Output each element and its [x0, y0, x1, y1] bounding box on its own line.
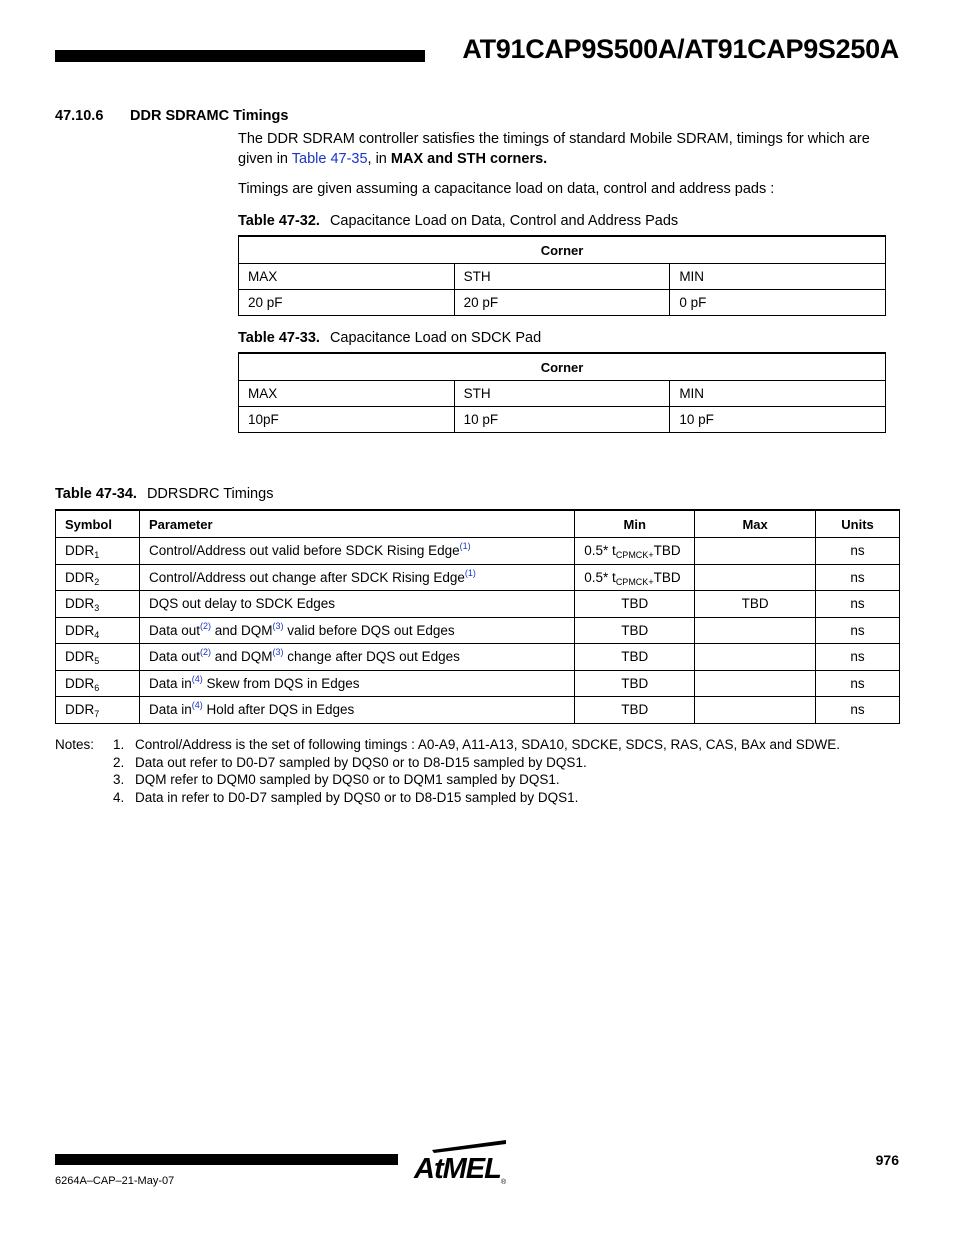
table-cell: 10 pF	[454, 407, 670, 433]
table-32	[238, 235, 886, 316]
units-cell	[816, 617, 900, 644]
symbol-cell	[56, 644, 140, 671]
symbol-cell	[56, 697, 140, 724]
table-row	[239, 290, 886, 316]
atmel-logo	[410, 1138, 510, 1191]
parameter-cell	[139, 617, 574, 644]
parameter-cell	[139, 670, 574, 697]
note-reference-link[interactable]: (3)	[272, 620, 284, 631]
min-text: TBD	[653, 543, 681, 559]
symbol-cell	[56, 564, 140, 591]
table-cell: MAX	[239, 381, 455, 407]
notes-label: Notes:	[55, 737, 95, 752]
symbol-cell	[56, 617, 140, 644]
parameter-text: DQS out delay to SDCK Edges	[148, 596, 336, 612]
table-row	[239, 264, 886, 290]
parameter-text: Hold after DQS in Edges	[202, 702, 355, 718]
col-header-max: Max	[695, 510, 816, 538]
symbol-subscript: 4	[94, 629, 100, 640]
col-header-symbol: Symbol	[56, 510, 140, 538]
parameter-text: Control/Address out change after SDCK Rising Edge	[148, 569, 465, 585]
symbol-cell	[56, 670, 140, 697]
intro-bold-text: MAX and STH corners.	[390, 151, 548, 167]
table-cell: STH	[454, 264, 670, 290]
table-34-caption	[55, 486, 273, 502]
table-32-header: Corner	[239, 236, 886, 264]
table-cell: 20 pF	[454, 290, 670, 316]
note-reference-link[interactable]: (4)	[191, 673, 203, 684]
symbol-cell	[56, 538, 140, 565]
table-row	[239, 407, 886, 433]
parameter-text: valid before DQS out Edges	[283, 622, 455, 638]
min-subscript: CPMCK+	[615, 550, 654, 561]
atmel-logo-icon	[410, 1138, 510, 1186]
parameter-cell	[139, 644, 574, 671]
document-title: AT91CAP9S500A/AT91CAP9S250A	[462, 34, 899, 64]
symbol-text: DDR	[65, 702, 95, 718]
symbol-text: DDR	[65, 543, 95, 559]
table-row	[239, 381, 886, 407]
units-text: ns	[850, 596, 865, 612]
notes	[55, 736, 840, 806]
note-text: Data in refer to D0-D7 sampled by DQS0 or to D8-D15 sampled by DQS1.	[135, 789, 579, 805]
units-cell	[816, 697, 900, 724]
intro-paragraph	[238, 129, 900, 169]
units-cell	[816, 644, 900, 671]
table-32-label: Table 47-32.	[238, 213, 320, 229]
table-row	[56, 617, 900, 644]
table-33	[238, 352, 886, 433]
symbol-cell	[56, 591, 140, 618]
col-header-min: Min	[575, 510, 695, 538]
min-text: 0.5* t	[584, 569, 616, 585]
parameter-text: and DQM	[211, 649, 273, 665]
note-text: Data out refer to D0-D7 sampled by DQS0 or to D8-D15 sampled by DQS1.	[135, 754, 587, 770]
max-cell	[695, 670, 816, 697]
symbol-text: DDR	[65, 622, 95, 638]
note-item	[55, 789, 840, 807]
table-32-caption	[238, 213, 678, 229]
table-row	[56, 538, 900, 565]
intro-text: The DDR SDRAM controller satisfies the timings of standard Mobile SDRAM, timings for which are given in	[238, 131, 870, 167]
max-text: TBD	[741, 596, 769, 612]
table-33-caption	[238, 330, 541, 346]
min-subscript: CPMCK+	[615, 576, 654, 587]
timings-table	[55, 509, 900, 724]
symbol-text: DDR	[65, 569, 95, 585]
parameter-text: and DQM	[211, 622, 273, 638]
parameter-text: Data in	[148, 675, 192, 691]
units-text: ns	[850, 543, 865, 559]
logo-registered: ®	[501, 1179, 507, 1186]
table-cell: STH	[454, 381, 670, 407]
min-cell	[575, 617, 695, 644]
units-text: ns	[850, 675, 865, 691]
note-number: 2.	[113, 754, 125, 770]
table-row	[56, 697, 900, 724]
table-cell: MIN	[670, 381, 886, 407]
parameter-cell	[139, 591, 574, 618]
logo-wordmark: AtMEL	[414, 1153, 501, 1185]
min-text: TBD	[621, 649, 649, 665]
min-text: TBD	[621, 675, 649, 691]
min-text: 0.5* t	[584, 543, 616, 559]
note-reference-link[interactable]: (1)	[459, 541, 471, 552]
min-text: TBD	[621, 596, 649, 612]
parameter-text: Skew from DQS in Edges	[202, 675, 360, 691]
section-title: DDR SDRAMC Timings	[130, 108, 289, 124]
max-cell	[695, 617, 816, 644]
min-cell	[575, 591, 695, 618]
note-reference-link[interactable]: (2)	[200, 647, 211, 658]
table-row	[56, 644, 900, 671]
min-cell	[575, 538, 695, 565]
units-text: ns	[850, 649, 865, 665]
note-text: Control/Address is the set of following timings : A0-A9, A11-A13, SDA10, SDCKE, SDCS, RAS, CAS, BAx and SDWE.	[135, 737, 841, 752]
parameter-text: Data out	[148, 649, 200, 665]
symbol-text: DDR	[65, 649, 95, 665]
table-33-header: Corner	[239, 353, 886, 381]
note-number: 3.	[113, 772, 125, 787]
symbol-text: DDR	[65, 596, 95, 612]
footer-rule	[55, 1154, 398, 1165]
units-text: ns	[850, 569, 865, 585]
table-32-title: Capacitance Load on Data, Control and Address Pads	[329, 213, 679, 229]
min-text: TBD	[621, 702, 649, 718]
symbol-subscript: 3	[94, 603, 100, 614]
min-cell	[575, 644, 695, 671]
page-number: 976	[875, 1152, 899, 1168]
document-code: 6264A–CAP–21-May-07	[55, 1175, 175, 1187]
parameter-text: Data out	[148, 622, 200, 638]
units-cell	[816, 670, 900, 697]
col-header-parameter: Parameter	[139, 510, 574, 538]
max-cell	[695, 564, 816, 591]
units-cell	[816, 591, 900, 618]
symbol-subscript: 1	[94, 550, 100, 561]
note-item	[55, 771, 840, 789]
min-cell	[575, 697, 695, 724]
note-text: DQM refer to DQM0 sampled by DQS0 or to DQM1 sampled by DQS1.	[135, 772, 560, 787]
table-33-label: Table 47-33.	[238, 330, 320, 346]
units-text: ns	[850, 622, 865, 638]
note-reference-link[interactable]: (4)	[191, 700, 203, 711]
min-text: TBD	[653, 569, 681, 585]
max-cell	[695, 697, 816, 724]
symbol-text: DDR	[65, 675, 95, 691]
table-cell: 0 pF	[670, 290, 886, 316]
table-row	[56, 564, 900, 591]
table-cell: MIN	[670, 264, 886, 290]
min-text: TBD	[621, 622, 649, 638]
table-33-title: Capacitance Load on SDCK Pad	[329, 330, 542, 346]
table-row	[56, 591, 900, 618]
units-cell	[816, 538, 900, 565]
parameter-cell	[139, 538, 574, 565]
max-cell	[695, 644, 816, 671]
parameter-text: Data in	[148, 702, 192, 718]
units-text: ns	[850, 702, 865, 718]
note-reference-link[interactable]: (2)	[200, 620, 211, 631]
table-cell: 10pF	[239, 407, 455, 433]
symbol-subscript: 6	[94, 682, 100, 693]
table-cell: 10 pF	[670, 407, 886, 433]
min-cell	[575, 670, 695, 697]
parameter-text: Control/Address out valid before SDCK Rising Edge	[148, 543, 460, 559]
note-item	[55, 736, 840, 754]
table-cell: 20 pF	[239, 290, 455, 316]
section-number: 47.10.6	[55, 108, 104, 124]
header-rule	[55, 50, 425, 62]
max-cell	[695, 591, 816, 618]
note-number: 4.	[113, 789, 125, 805]
table-47-35-link[interactable]: Table 47-35	[291, 151, 368, 167]
note-number: 1.	[113, 737, 125, 752]
table-34-title: DDRSDRC Timings	[146, 486, 274, 502]
note-item	[55, 754, 840, 772]
symbol-subscript: 2	[94, 576, 100, 587]
units-cell	[816, 564, 900, 591]
min-cell	[575, 564, 695, 591]
parameter-cell	[139, 697, 574, 724]
symbol-subscript: 7	[94, 709, 100, 720]
table-cell: MAX	[239, 264, 455, 290]
load-paragraph: Timings are given assuming a capacitance load on data, control and address pads :	[238, 181, 775, 197]
parameter-text: change after DQS out Edges	[283, 649, 460, 665]
intro-text-mid: , in	[367, 151, 391, 167]
col-header-units: Units	[816, 510, 900, 538]
table-row	[56, 670, 900, 697]
symbol-subscript: 5	[94, 656, 100, 667]
max-cell	[695, 538, 816, 565]
note-reference-link[interactable]: (3)	[272, 647, 284, 658]
note-reference-link[interactable]: (1)	[464, 567, 476, 578]
parameter-cell	[139, 564, 574, 591]
table-34-label: Table 47-34.	[55, 486, 137, 502]
